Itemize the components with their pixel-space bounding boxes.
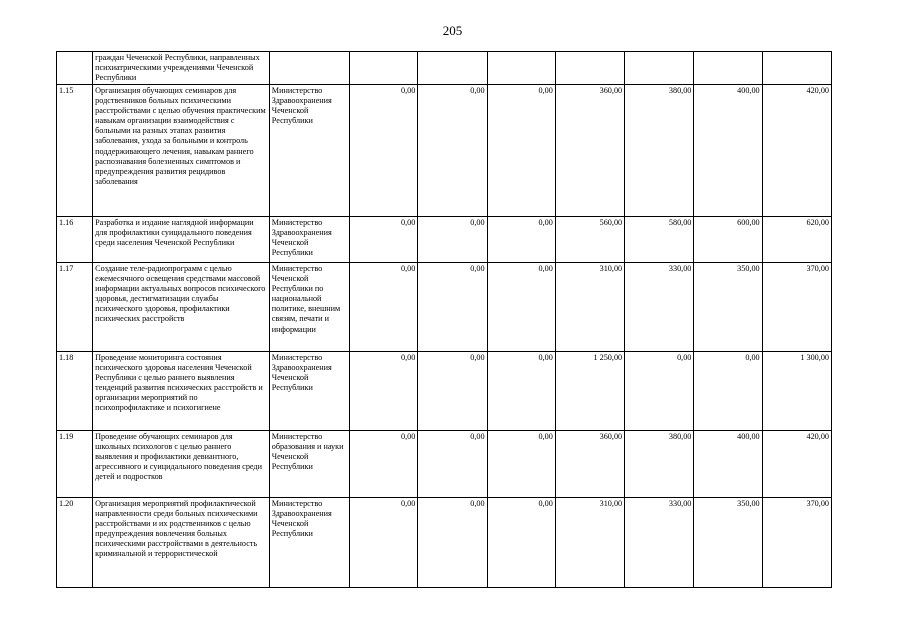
value-cell: 0,00 — [418, 431, 487, 498]
row-number: 1.19 — [57, 431, 93, 498]
value-cell: 0,00 — [418, 498, 487, 588]
value-cell: 0,00 — [350, 263, 418, 352]
value-cell: 1 250,00 — [555, 352, 624, 431]
executor: Министерство образования и науки Чеченской Республики — [269, 431, 349, 498]
value-cell: 350,00 — [694, 263, 762, 352]
budget-table — [56, 51, 832, 588]
value-cell: 0,00 — [350, 85, 418, 217]
value-cell: 370,00 — [762, 263, 831, 352]
value-cell: 0,00 — [487, 217, 555, 263]
value-cell: 580,00 — [625, 217, 694, 263]
executor — [269, 52, 349, 85]
table-row — [57, 263, 832, 352]
value-cell: 360,00 — [555, 431, 624, 498]
value-cell: 0,00 — [694, 352, 762, 431]
value-cell — [694, 52, 762, 85]
value-cell: 310,00 — [555, 498, 624, 588]
value-cell — [487, 52, 555, 85]
value-cell: 380,00 — [625, 431, 694, 498]
value-cell: 560,00 — [555, 217, 624, 263]
value-cell: 0,00 — [418, 352, 487, 431]
value-cell: 600,00 — [694, 217, 762, 263]
row-number: 1.18 — [57, 352, 93, 431]
value-cell: 0,00 — [418, 85, 487, 217]
value-cell: 0,00 — [350, 352, 418, 431]
row-number: 1.20 — [57, 498, 93, 588]
table-row — [57, 498, 832, 588]
executor: Министерство Здравоохранения Чеченской Республики — [269, 217, 349, 263]
value-cell: 420,00 — [762, 85, 831, 217]
value-cell: 0,00 — [487, 498, 555, 588]
row-number: 1.15 — [57, 85, 93, 217]
value-cell: 0,00 — [350, 431, 418, 498]
table-row — [57, 352, 832, 431]
value-cell: 330,00 — [625, 263, 694, 352]
table-row — [57, 52, 832, 85]
row-number: 1.16 — [57, 217, 93, 263]
activity-name: Разработка и издание наглядной информации для профилактики суицидального поведения среди населения Чеченской Республики — [93, 217, 270, 263]
value-cell: 380,00 — [625, 85, 694, 217]
value-cell: 0,00 — [487, 431, 555, 498]
row-number: 1.17 — [57, 263, 93, 352]
value-cell: 350,00 — [694, 498, 762, 588]
executor: Министерство Здравоохранения Чеченской Республики — [269, 352, 349, 431]
activity-name: Организация обучающих семинаров для родственников больных психическими расстройствами с целью обучения практическим навыкам организации взаимодействия с больными на разных этапах развития заболевания, ухода за больными и контроль поддерживающего лечения, навыкам раннего распознавания болезненных симптомов и предупреждения развития рецидивов заболевания — [93, 85, 270, 217]
table-row — [57, 217, 832, 263]
value-cell: 330,00 — [625, 498, 694, 588]
table-row — [57, 85, 832, 217]
executor: Министерство Чеченской Республики по национальной политике, внешним связям, печати и информации — [269, 263, 349, 352]
page-number: 205 — [442, 23, 463, 38]
row-number — [57, 52, 93, 85]
activity-name: Создание теле-радиопрограмм с целью ежемесячного освещения средствами массовой информации актуальных вопросов психического здоровья, дестигматизации службы психического здоровья, профилактики психических расстройств — [93, 263, 270, 352]
value-cell: 420,00 — [762, 431, 831, 498]
value-cell — [625, 52, 694, 85]
value-cell: 1 300,00 — [762, 352, 831, 431]
value-cell: 370,00 — [762, 498, 831, 588]
value-cell: 0,00 — [418, 217, 487, 263]
value-cell: 0,00 — [625, 352, 694, 431]
activity-name: Проведение мониторинга состояния психического здоровья населения Чеченской Республики с целью раннего выявления тенденций развития психических расстройств и организации мероприятий по психопрофилактике и психогигиене — [93, 352, 270, 431]
value-cell — [418, 52, 487, 85]
value-cell: 400,00 — [694, 85, 762, 217]
activity-name: граждан Чеченской Республики, направленных психиатрическими учреждениями Чеченской Республики — [93, 52, 270, 85]
value-cell: 360,00 — [555, 85, 624, 217]
value-cell: 310,00 — [555, 263, 624, 352]
value-cell — [555, 52, 624, 85]
value-cell: 0,00 — [350, 217, 418, 263]
value-cell: 0,00 — [487, 352, 555, 431]
executor: Министерство Здравоохранения Чеченской Республики — [269, 85, 349, 217]
value-cell: 400,00 — [694, 431, 762, 498]
value-cell: 0,00 — [350, 498, 418, 588]
table-row — [57, 431, 832, 498]
value-cell: 0,00 — [487, 263, 555, 352]
value-cell — [350, 52, 418, 85]
activity-name: Проведение обучающих семинаров для школьных психологов с целью раннего выявления и профилактики девиантного, агрессивного и суицидального поведения среди детей и подростков — [93, 431, 270, 498]
value-cell: 620,00 — [762, 217, 831, 263]
executor: Министерство Здравоохранения Чеченской Республики — [269, 498, 349, 588]
value-cell: 0,00 — [418, 263, 487, 352]
value-cell: 0,00 — [487, 85, 555, 217]
activity-name: Организация мероприятий профилактической направленности среди больных психическими расстройствами и их родственников с целью предупреждения вовлечения больных психическими расстройствами в деятельность криминальной и террористической — [93, 498, 270, 588]
value-cell — [762, 52, 831, 85]
